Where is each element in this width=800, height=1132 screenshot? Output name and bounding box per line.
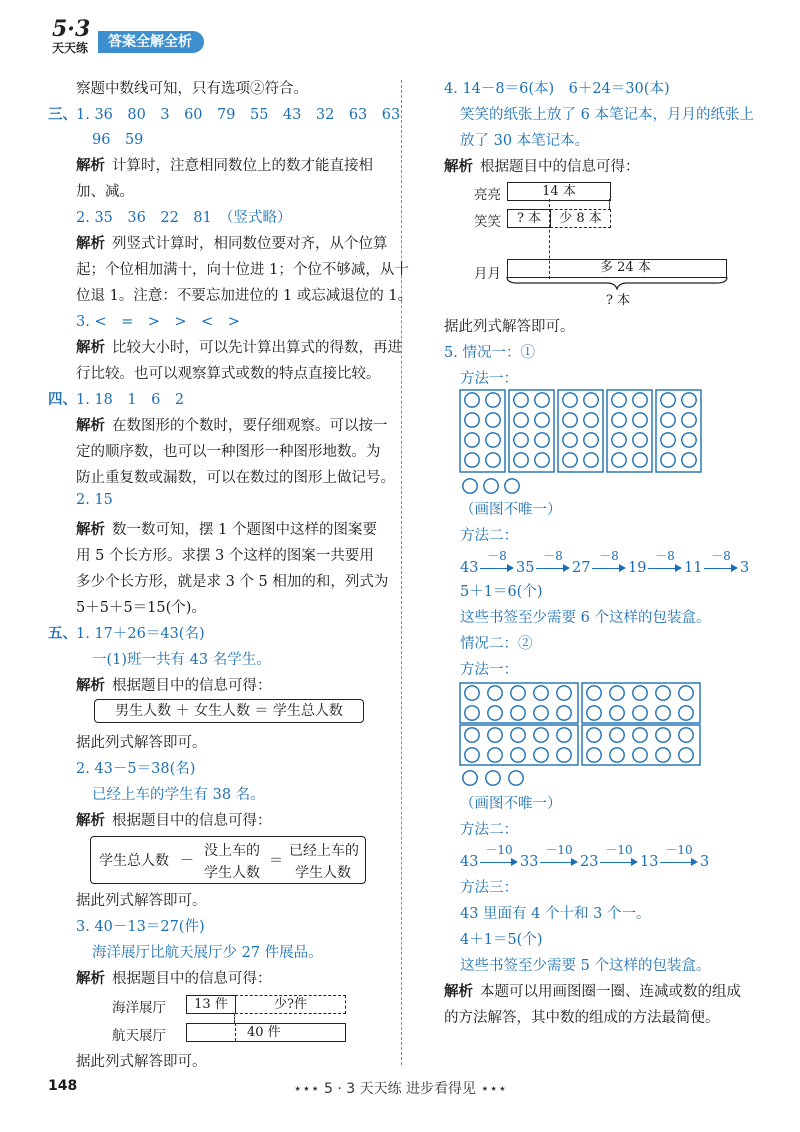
section-4-label: 四、	[48, 392, 77, 408]
circle	[509, 771, 523, 785]
circle	[486, 413, 500, 427]
text-line: 防止重复数或漏数，可以在数过的图形上做记号。	[76, 470, 395, 486]
formula-term: 学生人数	[295, 865, 351, 881]
formula-term: 没上车的	[204, 843, 260, 859]
text-line: 加、减。	[76, 184, 134, 200]
formula-box-2	[90, 836, 366, 884]
header-label: 答案全解全析	[98, 31, 204, 53]
circle	[661, 453, 675, 467]
text-line: 比较大小时，可以先计算出算式的得数，再进	[112, 340, 402, 356]
guide-line	[234, 1013, 235, 1023]
circle	[679, 728, 693, 742]
analysis-tag: 解析	[76, 236, 105, 252]
text-line: 据此列式解答即可。	[444, 319, 575, 335]
circle	[682, 453, 696, 467]
chain-number: 43	[460, 854, 479, 870]
circle	[465, 706, 479, 720]
circle	[584, 393, 598, 407]
answer-q4: 4. 14－8＝6(本) 6＋24＝30(本)	[444, 81, 670, 97]
bar-liangliang: 14 本	[507, 182, 611, 201]
method-label: 方法一：	[460, 371, 518, 387]
analysis-tag: 解析	[76, 678, 105, 694]
text-line: 多少个长方形，就是求 3 个 5 相加的和，列式为	[76, 574, 389, 590]
answer-s5-q1-sentence: 一(1)班一共有 43 名学生。	[92, 652, 271, 668]
svg-text:天天练: 天天练	[52, 41, 89, 55]
chain-arrow: －8	[480, 550, 514, 572]
circle	[511, 728, 525, 742]
chain-number: 43	[460, 560, 479, 576]
text-line: 的方法解答，其中数的组成的方法最简便。	[444, 1010, 720, 1026]
box-outline	[607, 390, 652, 472]
text-line: 起；个位相加满十，向十位进 1；个位不够减，从十	[76, 262, 409, 278]
column-divider	[401, 80, 402, 1065]
circle	[612, 453, 626, 467]
analysis-tag: 解析	[444, 984, 473, 1000]
circle	[511, 706, 525, 720]
circle	[514, 433, 528, 447]
chain-number: 19	[628, 560, 647, 576]
circle-diagram-1	[458, 388, 708, 496]
circle	[633, 748, 647, 762]
bar-yueyue-total: ? 本	[606, 293, 631, 308]
circle	[612, 413, 626, 427]
chain-arrow: －10	[660, 844, 698, 866]
chain-number: 23	[580, 854, 599, 870]
answer-s4-q2: 2. 15	[76, 492, 113, 508]
bar-label-liangliang: 亮亮	[474, 187, 501, 203]
bar-space	[186, 1023, 346, 1042]
text-line: 用 5 个长方形。求摆 3 个这样的图案一共要用	[76, 548, 374, 564]
bar-label-xiaoxiao: 笑笑	[474, 214, 501, 230]
circle	[486, 433, 500, 447]
circle	[534, 686, 548, 700]
circle	[633, 453, 647, 467]
brand-logo	[50, 14, 98, 56]
circle	[633, 413, 647, 427]
circle	[682, 413, 696, 427]
bar-space-value: 40 件	[247, 1025, 281, 1040]
guide-line	[235, 1023, 236, 1041]
chain-arrow: －8	[536, 550, 570, 572]
circle	[488, 728, 502, 742]
analysis-tag: 解析	[76, 971, 105, 987]
case-label: 情况二：②	[460, 636, 533, 652]
text-line: 本题可以用画图圈一圈、连减或数的组成	[480, 984, 741, 1000]
text-line: 定的顺序数，也可以一种图形一种图形地数。为	[76, 444, 381, 460]
circle	[661, 393, 675, 407]
chain-number: 35	[516, 560, 535, 576]
circle	[584, 433, 598, 447]
section-3-label: 三、	[48, 107, 77, 123]
circle	[486, 453, 500, 467]
minus-sign: －	[180, 853, 194, 869]
circle	[465, 728, 479, 742]
bar-label-space: 航天展厅	[112, 1028, 166, 1044]
circle	[633, 393, 647, 407]
circle	[535, 413, 549, 427]
analysis-tag: 解析	[76, 158, 105, 174]
text-line: 数一数可知，摆 1 个题图中这样的图案要	[112, 522, 377, 538]
circle	[612, 393, 626, 407]
calc-line: 5＋1＝6(个)	[460, 584, 543, 600]
circle	[633, 706, 647, 720]
calc-line: 43 里面有 4 个十和 3 个一。	[460, 906, 651, 922]
box-outline	[509, 390, 554, 472]
bar-label-ocean: 海洋展厅	[112, 1000, 166, 1016]
answer-sentence: 这些书签至少需要 5 个这样的包装盒。	[460, 958, 711, 974]
answer-s5-q2: 2. 43－5＝38(名)	[76, 761, 196, 777]
circle	[514, 453, 528, 467]
answer-s5-q1: 1. 17＋26＝43(名)	[76, 626, 205, 642]
circle	[679, 748, 693, 762]
circle	[587, 686, 601, 700]
answer-q4-sentence: 放了 30 本笔记本。	[460, 133, 590, 149]
formula-term: 已经上车的	[289, 843, 359, 859]
circle-diagram-2	[458, 681, 703, 787]
calc-line: 4＋1＝5(个)	[460, 932, 543, 948]
subtraction-chain-1	[460, 550, 780, 578]
circle	[557, 748, 571, 762]
equals-sign: ＝	[269, 853, 283, 869]
circle	[465, 413, 479, 427]
box-outline	[558, 390, 603, 472]
bar-ocean-known: 13 件	[186, 995, 236, 1014]
bar-label-yueyue: 月月	[474, 266, 501, 282]
circle	[557, 706, 571, 720]
analysis-tag: 解析	[444, 159, 473, 175]
circle	[535, 453, 549, 467]
circle	[557, 728, 571, 742]
svg-text:5·3: 5·3	[52, 16, 91, 42]
circle	[486, 393, 500, 407]
circle	[563, 453, 577, 467]
note: （画图不唯一）	[460, 796, 562, 812]
text-line: 根据题目中的信息可得：	[112, 678, 272, 694]
text-line: 位退 1。注意：不要忘加进位的 1 或忘减退位的 1。	[76, 288, 413, 304]
page-number: 148	[48, 1078, 78, 1094]
circle	[465, 453, 479, 467]
box-outline	[460, 390, 505, 472]
circle	[563, 433, 577, 447]
circle	[563, 393, 577, 407]
method-label: 方法一：	[460, 662, 518, 678]
section-5-label: 五、	[48, 626, 77, 642]
chain-number: 3	[700, 854, 710, 870]
circle	[661, 433, 675, 447]
formula-term: 学生总人数	[99, 853, 169, 869]
circle	[610, 686, 624, 700]
method-label: 方法二：	[460, 528, 518, 544]
circle	[656, 748, 670, 762]
circle	[679, 686, 693, 700]
chain-arrow: －8	[592, 550, 626, 572]
chain-number: 27	[572, 560, 591, 576]
circle	[612, 433, 626, 447]
bar-yueyue-more: 多 24 本	[600, 260, 651, 275]
box-outline	[656, 390, 701, 472]
circle	[486, 771, 500, 785]
brace	[505, 276, 729, 290]
circle	[633, 686, 647, 700]
chain-arrow: －8	[648, 550, 682, 572]
circle	[682, 393, 696, 407]
circle	[505, 479, 519, 493]
circle	[534, 728, 548, 742]
answer-q5: 5. 情况一：①	[444, 345, 535, 361]
chain-arrow: －8	[704, 550, 738, 572]
circle	[465, 686, 479, 700]
answer-s5-q3-sentence: 海洋展厅比航天展厅少 27 件展品。	[92, 945, 323, 961]
text-line: 列竖式计算时，相同数位要对齐，从个位算	[112, 236, 388, 252]
text-line: 根据题目中的信息可得：	[112, 971, 272, 987]
circle	[563, 413, 577, 427]
bar-xiaoxiao: ? 本	[507, 209, 551, 228]
guide-line	[609, 199, 610, 209]
circle	[633, 728, 647, 742]
answer-s4-q1: 1. 18 1 6 2	[76, 392, 185, 408]
circle	[484, 479, 498, 493]
circle	[661, 413, 675, 427]
circle	[656, 728, 670, 742]
method-label: 方法二：	[460, 822, 518, 838]
circle	[656, 706, 670, 720]
answer-s3-q2: 2. 35 36 22 81 （竖式略）	[76, 210, 292, 226]
circle	[610, 706, 624, 720]
circle	[465, 433, 479, 447]
circle	[534, 706, 548, 720]
text-line: 据此列式解答即可。	[76, 1054, 207, 1070]
answer-s3-q3: 3. < = > > < >	[76, 314, 240, 330]
circle	[587, 706, 601, 720]
answer-s5-q2-sentence: 已经上车的学生有 38 名。	[92, 787, 265, 803]
circle	[535, 433, 549, 447]
circle	[610, 728, 624, 742]
chain-arrow: －10	[600, 844, 638, 866]
text-line: 5＋5＋5＝15(个)。	[76, 600, 206, 616]
bar-xiaoxiao-diff: 少 8 本	[550, 209, 611, 228]
text-line: 察题中数线可知，只有选项②符合。	[76, 81, 308, 97]
analysis-tag: 解析	[76, 340, 105, 356]
chain-number: 3	[740, 560, 750, 576]
answer-s3-q1-cont: 96 59	[92, 132, 144, 148]
analysis-tag: 解析	[76, 418, 105, 434]
text-line: 据此列式解答即可。	[76, 893, 207, 909]
answer-s5-q3: 3. 40－13＝27(件)	[76, 919, 205, 935]
text-line: 在数图形的个数时，要仔细观察。可以按一	[112, 418, 388, 434]
circle	[584, 453, 598, 467]
circle	[463, 479, 477, 493]
circle	[610, 748, 624, 762]
chain-number: 11	[684, 560, 703, 576]
answer-s3-q1: 1. 36 80 3 60 79 55 43 32 63 63	[76, 107, 401, 123]
note: （画图不唯一）	[460, 502, 562, 518]
analysis-tag: 解析	[76, 522, 105, 538]
circle	[514, 413, 528, 427]
bar-ocean-diff: 少?件	[235, 995, 346, 1014]
chain-arrow: －10	[540, 844, 578, 866]
answer-q4-sentence: 笑笑的纸张上放了 6 本笔记本，月月的纸张上	[460, 107, 754, 123]
text-line: 根据题目中的信息可得：	[480, 159, 640, 175]
text-line: 根据题目中的信息可得：	[112, 813, 272, 829]
circle	[488, 686, 502, 700]
answer-sentence: 这些书签至少需要 6 个这样的包装盒。	[460, 610, 711, 626]
circle	[682, 433, 696, 447]
circle	[488, 748, 502, 762]
circle	[511, 748, 525, 762]
circle	[511, 686, 525, 700]
chain-arrow: －10	[480, 844, 518, 866]
circle	[465, 748, 479, 762]
circle	[534, 748, 548, 762]
circle	[535, 393, 549, 407]
formula-term: 学生人数	[204, 865, 260, 881]
chain-number: 33	[520, 854, 539, 870]
circle	[465, 393, 479, 407]
text-line: 行比较。也可以观察算式或数的特点直接比较。	[76, 366, 381, 382]
circle	[633, 433, 647, 447]
formula-box-1	[94, 699, 364, 723]
circle	[557, 686, 571, 700]
circle	[488, 706, 502, 720]
footer-slogan: ⋆⋆⋆ 5 · 3 天天练 进步看得见 ⋆⋆⋆	[293, 1081, 507, 1097]
circle	[656, 686, 670, 700]
circle	[587, 748, 601, 762]
circle	[584, 413, 598, 427]
circle	[679, 706, 693, 720]
text-line: 计算时，注意相同数位上的数才能直接相	[112, 158, 373, 174]
chain-number: 13	[640, 854, 659, 870]
method-label: 方法三：	[460, 880, 518, 896]
circle	[587, 728, 601, 742]
subtraction-chain-2	[460, 844, 780, 872]
analysis-tag: 解析	[76, 813, 105, 829]
circle	[514, 393, 528, 407]
circle	[463, 771, 477, 785]
formula-text: 男生人数 ＋ 女生人数 ＝ 学生总人数	[115, 703, 343, 719]
text-line: 据此列式解答即可。	[76, 735, 207, 751]
